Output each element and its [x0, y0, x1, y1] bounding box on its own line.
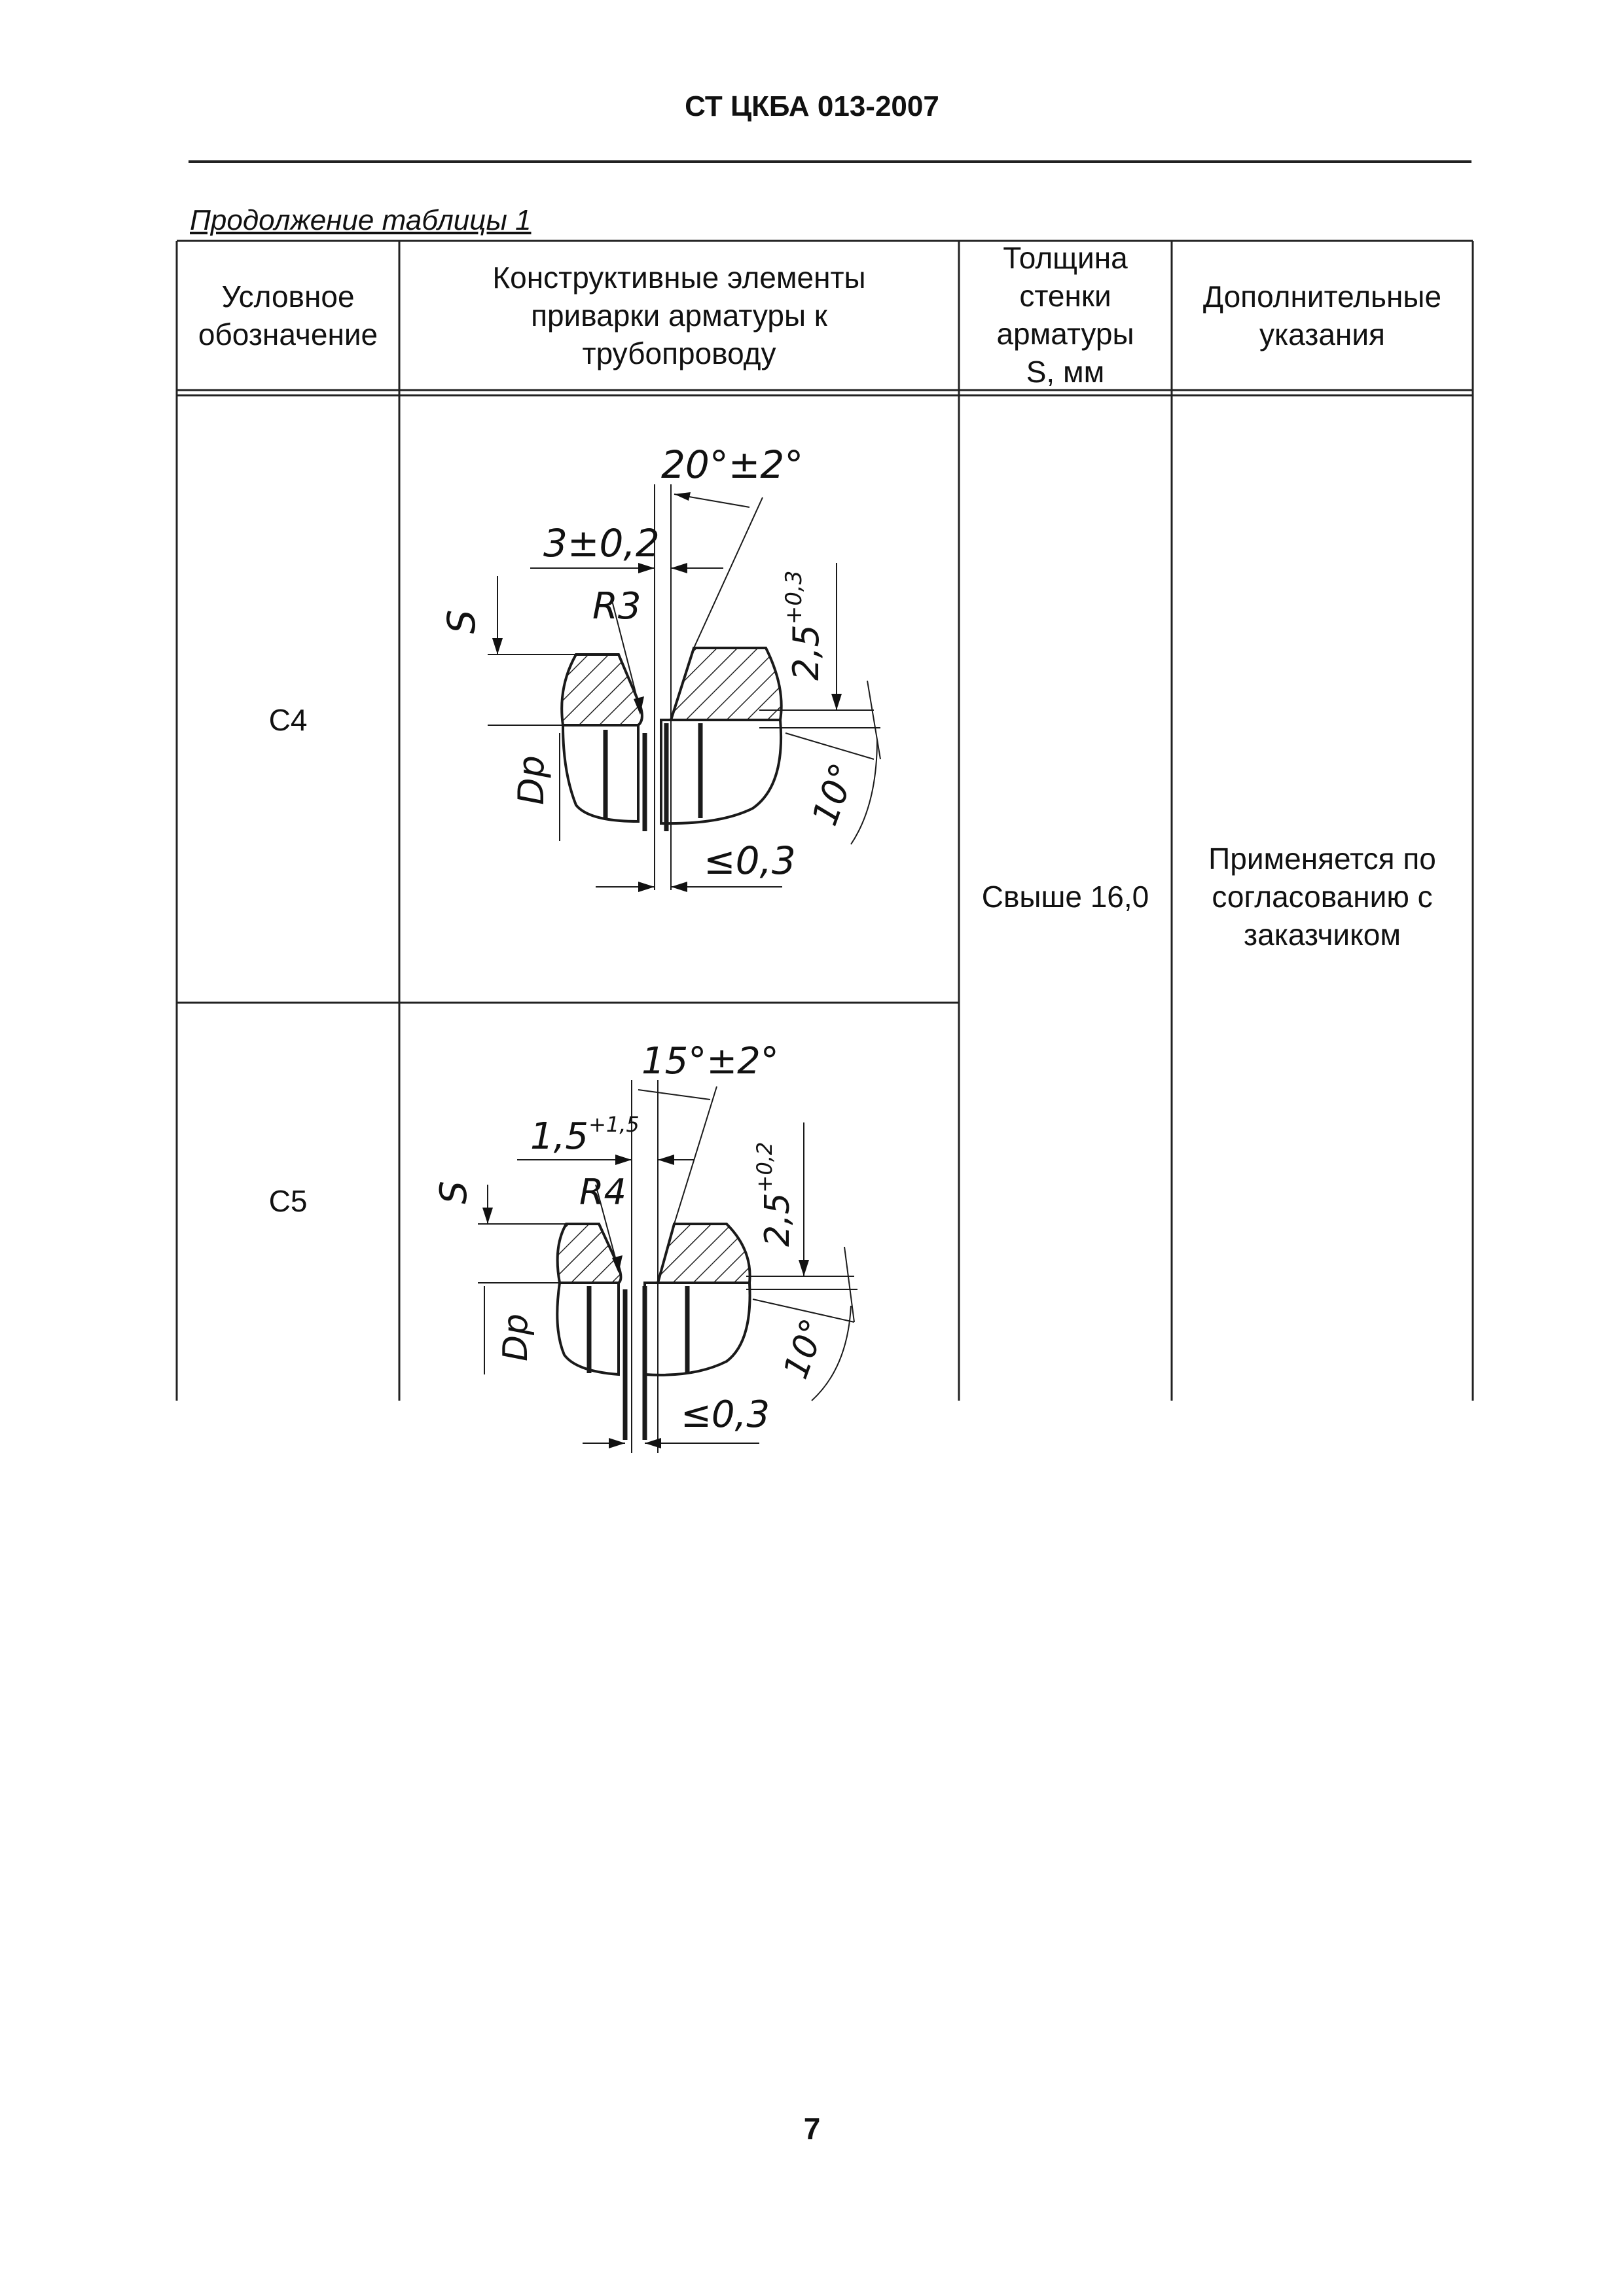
page-number: 7: [803, 2111, 821, 2145]
table-caption: Продолжение таблицы 1: [190, 204, 532, 236]
row-designation-c5: С5: [268, 1184, 308, 1218]
c5-clearance-label: ≤0,3: [681, 1393, 770, 1436]
c5-gap-main: 1,5: [530, 1115, 589, 1158]
notes-value: Применяется по согласованию с заказчиком: [1208, 842, 1436, 952]
c5-bevel-label: 10°: [776, 1314, 834, 1384]
c4-wall-label: S: [439, 609, 484, 634]
header-elements: Конструктивные элементы приварки арматуры к трубопроводу: [492, 260, 866, 370]
header-thickness: Толщина стенки арматуры S, мм: [996, 241, 1134, 389]
c4-land-main: 2,5: [785, 624, 827, 681]
c5-land-label: [752, 1142, 797, 1247]
c4-gap-label: 3±0,2: [543, 521, 660, 565]
c4-land-tol: +0,3: [781, 570, 807, 625]
c5-angle-label: 15°±2°: [641, 1040, 779, 1083]
header-designation: Условное обозначение: [198, 279, 378, 351]
c5-land-tol: +0,2: [752, 1141, 777, 1193]
thickness-value: Свыше 16,0: [981, 880, 1149, 914]
c5-wall-label: S: [433, 1181, 475, 1204]
c5-gap-tol: +1,5: [588, 1112, 640, 1137]
c4-diameter-label: Dр: [511, 755, 552, 805]
c5-land-main: 2,5: [758, 1193, 797, 1247]
c5-diameter-label: Dр: [496, 1313, 535, 1361]
c4-angle-label: 20°±2°: [661, 442, 804, 487]
c4-clearance-label: ≤0,3: [704, 838, 796, 883]
header-notes: Дополнительные указания: [1202, 279, 1442, 351]
row-designation-c4: С4: [268, 703, 308, 737]
c4-bevel-label: 10°: [804, 757, 864, 831]
c5-gap-label: [530, 1112, 640, 1158]
document-code: СТ ЦКБА 013-2007: [685, 90, 939, 122]
c4-radius-label: R3: [592, 585, 641, 628]
c5-radius-label: R4: [579, 1172, 626, 1213]
